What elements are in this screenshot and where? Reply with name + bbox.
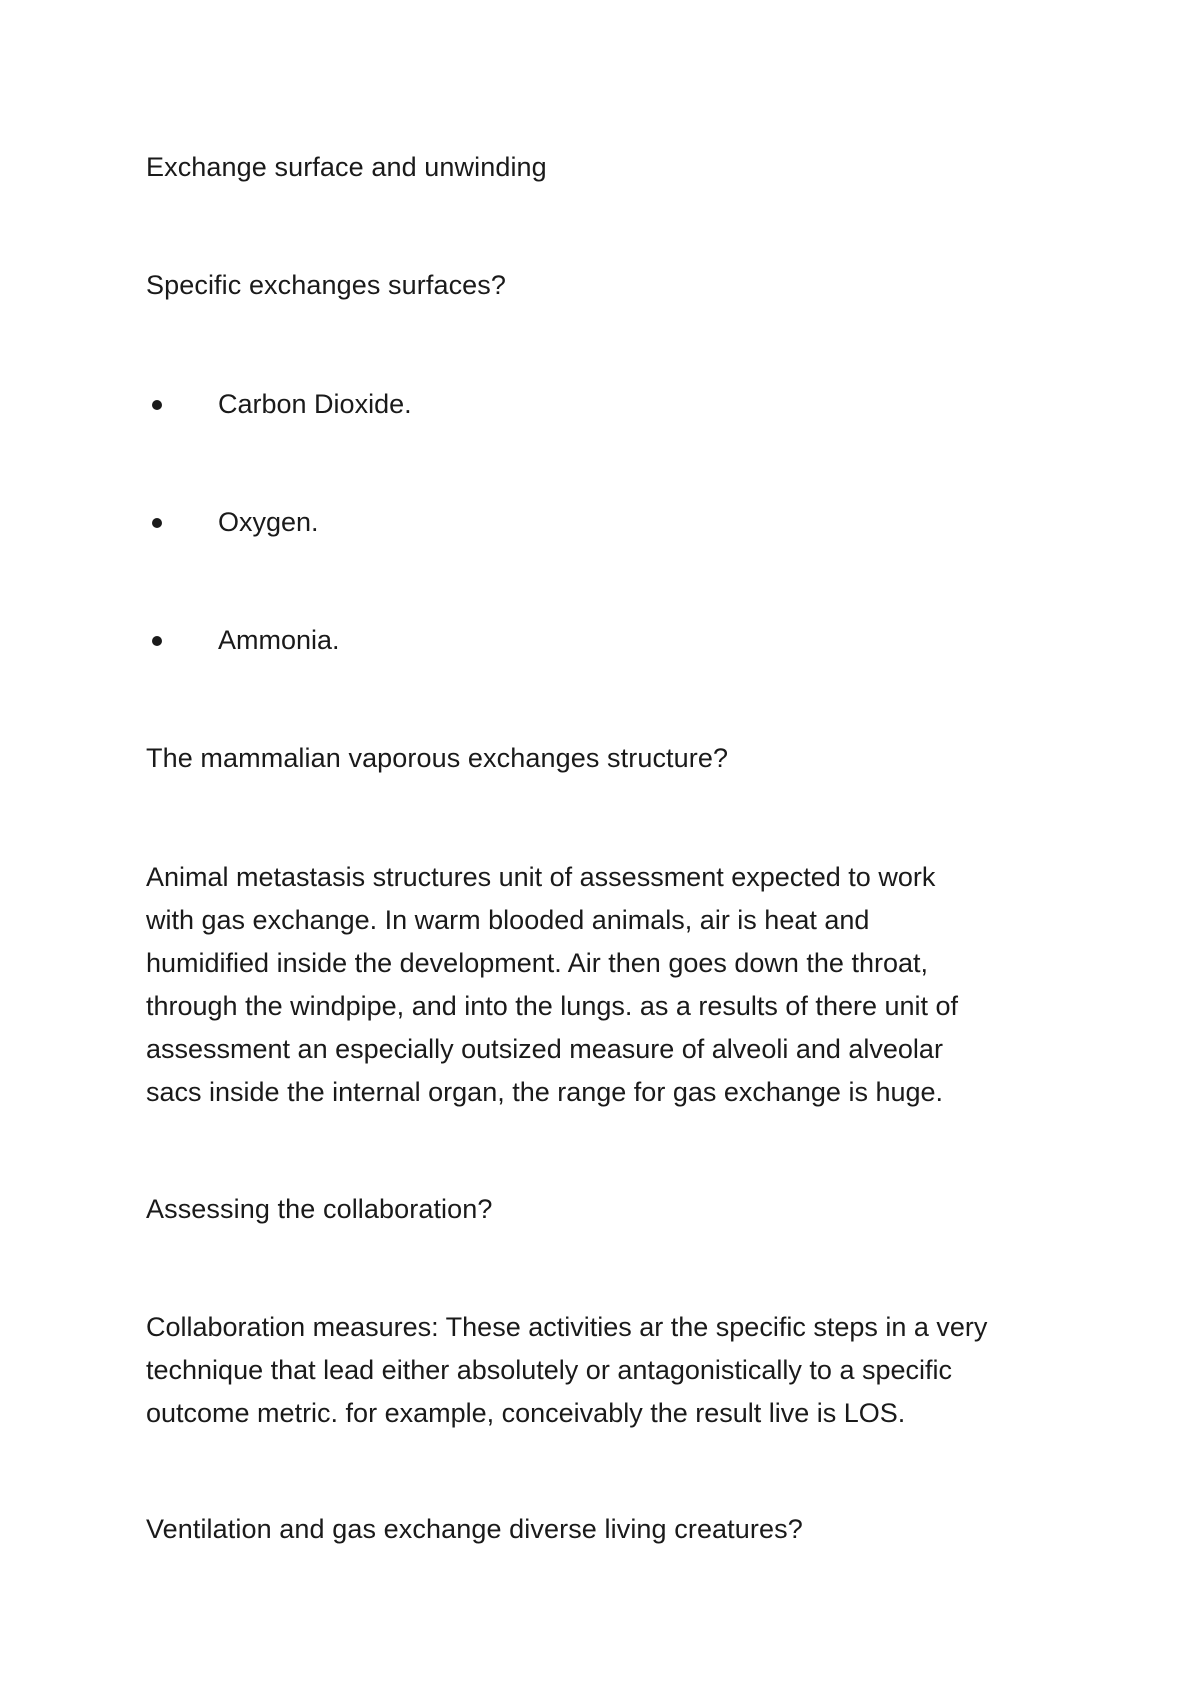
bullet-dot-icon [152, 636, 162, 646]
paragraph-line: Collaboration measures: These activities ar the specific steps in a very [146, 1312, 988, 1342]
bullet-dot-icon [152, 400, 162, 410]
bullet-item-text: Ammonia. [218, 625, 340, 655]
question-assessing-collaboration: Assessing the collaboration? [146, 1194, 493, 1224]
question-specific-exchange-surfaces: Specific exchanges surfaces? [146, 270, 506, 300]
paragraph-line: humidified inside the development. Air then goes down the throat, [146, 948, 928, 978]
question-mammalian-structure: The mammalian vaporous exchanges structure? [146, 743, 729, 773]
bullet-item-text: Carbon Dioxide. [218, 389, 412, 419]
paragraph-mammalian-exchange [146, 856, 1106, 1114]
paragraph-line: technique that lead either absolutely or antagonistically to a specific [146, 1355, 952, 1385]
paragraph-line: with gas exchange. In warm blooded animals, air is heat and [146, 905, 870, 935]
bullet-item-text: Oxygen. [218, 507, 319, 537]
paragraph-line: outcome metric. for example, conceivably the result live is LOS. [146, 1398, 906, 1428]
paragraph-line: assessment an especially outsized measure of alveoli and alveolar [146, 1034, 943, 1064]
paragraph-line: through the windpipe, and into the lungs. as a results of there unit of [146, 991, 959, 1021]
bullet-dot-icon [152, 518, 162, 528]
paragraph-line: sacs inside the internal organ, the range for gas exchange is huge. [146, 1077, 944, 1107]
question-ventilation-gas-exchange: Ventilation and gas exchange diverse living creatures? [146, 1514, 803, 1544]
document-title: Exchange surface and unwinding [146, 152, 547, 182]
paragraph-collaboration-measures [146, 1306, 1106, 1435]
paragraph-line: Animal metastasis structures unit of assessment expected to work [146, 862, 936, 892]
